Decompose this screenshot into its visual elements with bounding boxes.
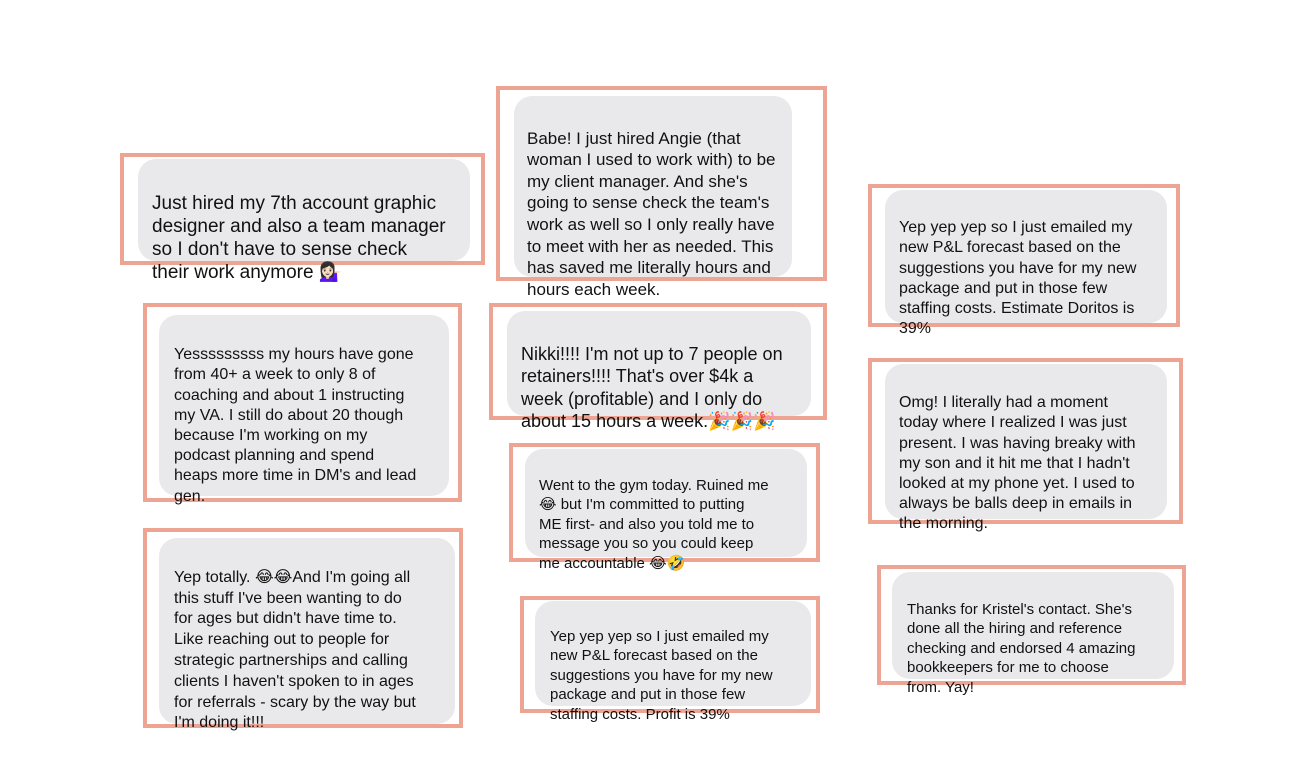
message-text: Yesssssssss my hours have gone from 40+ a week to only 8 of coaching and about 1 instructing my VA. I still do about 20 though because I'm working on my podcast planning and spend heaps more time in DM's and lead gen. (174, 346, 417, 505)
message-text: Yep yep yep so I just emailed my new P&L forecast based on the suggestions you have for my new package and put in those few staffing costs. Estimate Doritos is 39% (899, 219, 1137, 338)
message-text: Yep totally. 😂😂And I'm going all this stuff I've been wanting to do for ages but didn't have time to. Like reaching out to people for strategic partnerships and calling clients I haven't spoken to in ages for referrals - scary by the way but I'm doing it!!! (174, 568, 416, 732)
message-bubble (507, 311, 811, 432)
testimonial-card (120, 153, 485, 283)
message-text: Babe! I just hired Angie (that woman I used to work with) to be my client manager. And she's going to sense check the team's work as well so I only really have to meet with her as needed. This has saved me literally hours and hours each week. (527, 128, 776, 299)
message-bubble (159, 315, 449, 505)
message-text: Omg! I literally had a moment today where I realized I was just present. I was having breaky with my son and it hit me that I hadn't looked at my phone yet. I used to always be balls deep in emails in the morning. (899, 394, 1136, 533)
message-bubble (535, 601, 811, 723)
message-text: Nikki!!!! I'm not up to 7 people on retainers!!!! That's over $4k a week (profitable) and I only do about 15 hours a week.🎉🎉🎉 (521, 343, 783, 432)
message-bubble (885, 190, 1167, 338)
message-text: Just hired my 7th account graphic designer and also a team manager so I don't have to sense check their work anymore 💁🏻‍♀️ (152, 193, 446, 283)
testimonial-card (877, 565, 1186, 696)
message-bubble (514, 96, 792, 299)
testimonial-card (868, 184, 1180, 338)
testimonial-card (489, 303, 827, 432)
message-bubble (525, 449, 807, 572)
testimonial-card (496, 86, 827, 299)
testimonial-card (509, 443, 820, 572)
message-bubble (138, 159, 470, 283)
testimonial-card (143, 303, 462, 505)
message-bubble (159, 538, 455, 732)
testimonial-card (520, 596, 820, 723)
testimonial-card (868, 358, 1183, 533)
message-text: Went to the gym today. Ruined me 😂 but I'm committed to putting ME first- and also you told me to message you so you could keep me accountable 😂🤣 (539, 476, 769, 572)
message-text: Thanks for Kristel's contact. She's done all the hiring and reference checking and endorsed 4 amazing bookkeepers for me to choose from. Yay! (907, 600, 1136, 696)
message-text: Yep yep yep so I just emailed my new P&L forecast based on the suggestions you have for my new package and put in those few staffing costs. Profit is 39% (550, 627, 773, 723)
message-bubble (892, 572, 1174, 696)
message-bubble (885, 364, 1167, 533)
testimonial-card (143, 528, 463, 732)
